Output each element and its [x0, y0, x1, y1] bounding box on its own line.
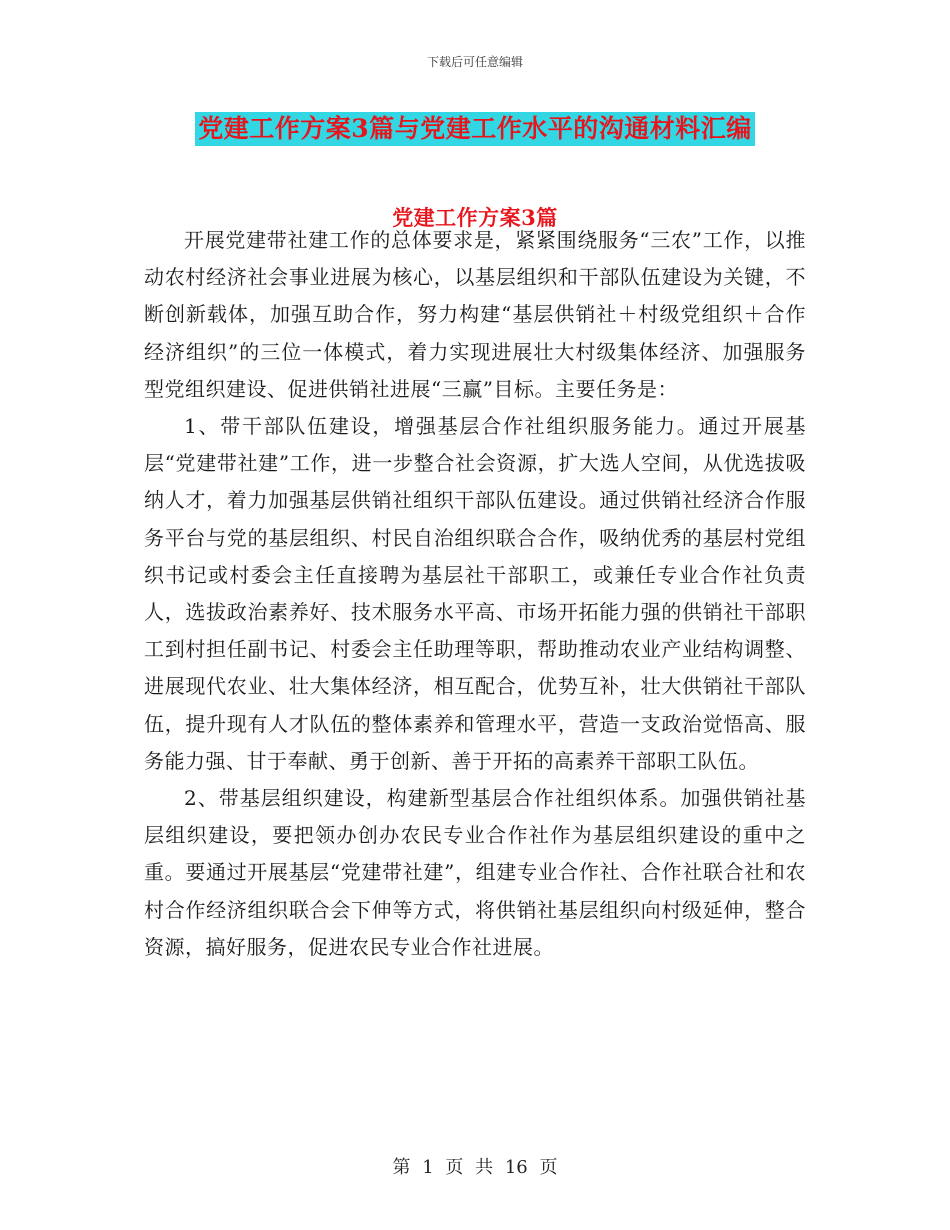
paragraph-intro: 开展党建带社建工作的总体要求是，紧紧围绕服务“三农”工作，以推动农村经济社会事业进展为核心，以基层组织和干部队伍建设为关键，不断创新载体，加强互助合作，努力构建“基层供销社＋村级党组织＋合作经济组织”的三位一体模式，着力实现进展壮大村级集体经济、加强服务型党组织建设、促进供销社进展“三赢”目标。主要任务是：	[144, 228, 806, 401]
document-main-title: 党建工作方案3篇与党建工作水平的沟通材料汇编	[195, 112, 754, 146]
paragraph-item-1: 1、带干部队伍建设，增强基层合作社组织服务能力。通过开展基层“党建带社建”工作，进一步整合社会资源，扩大选人空间，从优选拔吸纳人才，着力加强基层供销社组织干部队伍建设。通过供销社经济合作服务平台与党的基层组织、村民自治组织联合合作，吸纳优秀的基层村党组织书记或村委会主任直接聘为基层社干部职工，或兼任专业合作社负责人，选拔政治素养好、技术服务水平高、市场开拓能力强的供销社干部职工到村担任副书记、村委会主任助理等职，帮助推动农业产业结构调整、进展现代农业、壮大集体经济，相互配合，优势互补，壮大供销社干部队伍，提升现有人才队伍的整体素养和管理水平，营造一支政治觉悟高、服务能力强、甘于奉献、勇于创新、善于开拓的高素养干部职工队伍。	[144, 414, 806, 773]
page-footer: 第 1 页 共 16 页	[392, 1157, 558, 1178]
header-note: 下载后可任意编辑	[426, 55, 523, 69]
main-title-container	[0, 112, 950, 146]
section-title: 党建工作方案3篇	[392, 205, 558, 230]
document-body	[144, 222, 806, 966]
paragraph-item-2: 2、带基层组织建设，构建新型基层合作社组织体系。加强供销社基层组织建设，要把领办创办农民专业合作社作为基层组织建设的重中之重。要通过开展基层“党建带社建”，组建专业合作社、合作社联合社和农村合作经济组织联合会下伸等方式，将供销社基层组织向村级延伸，整合资源，搞好服务，促进农民专业合作社进展。	[144, 786, 806, 959]
